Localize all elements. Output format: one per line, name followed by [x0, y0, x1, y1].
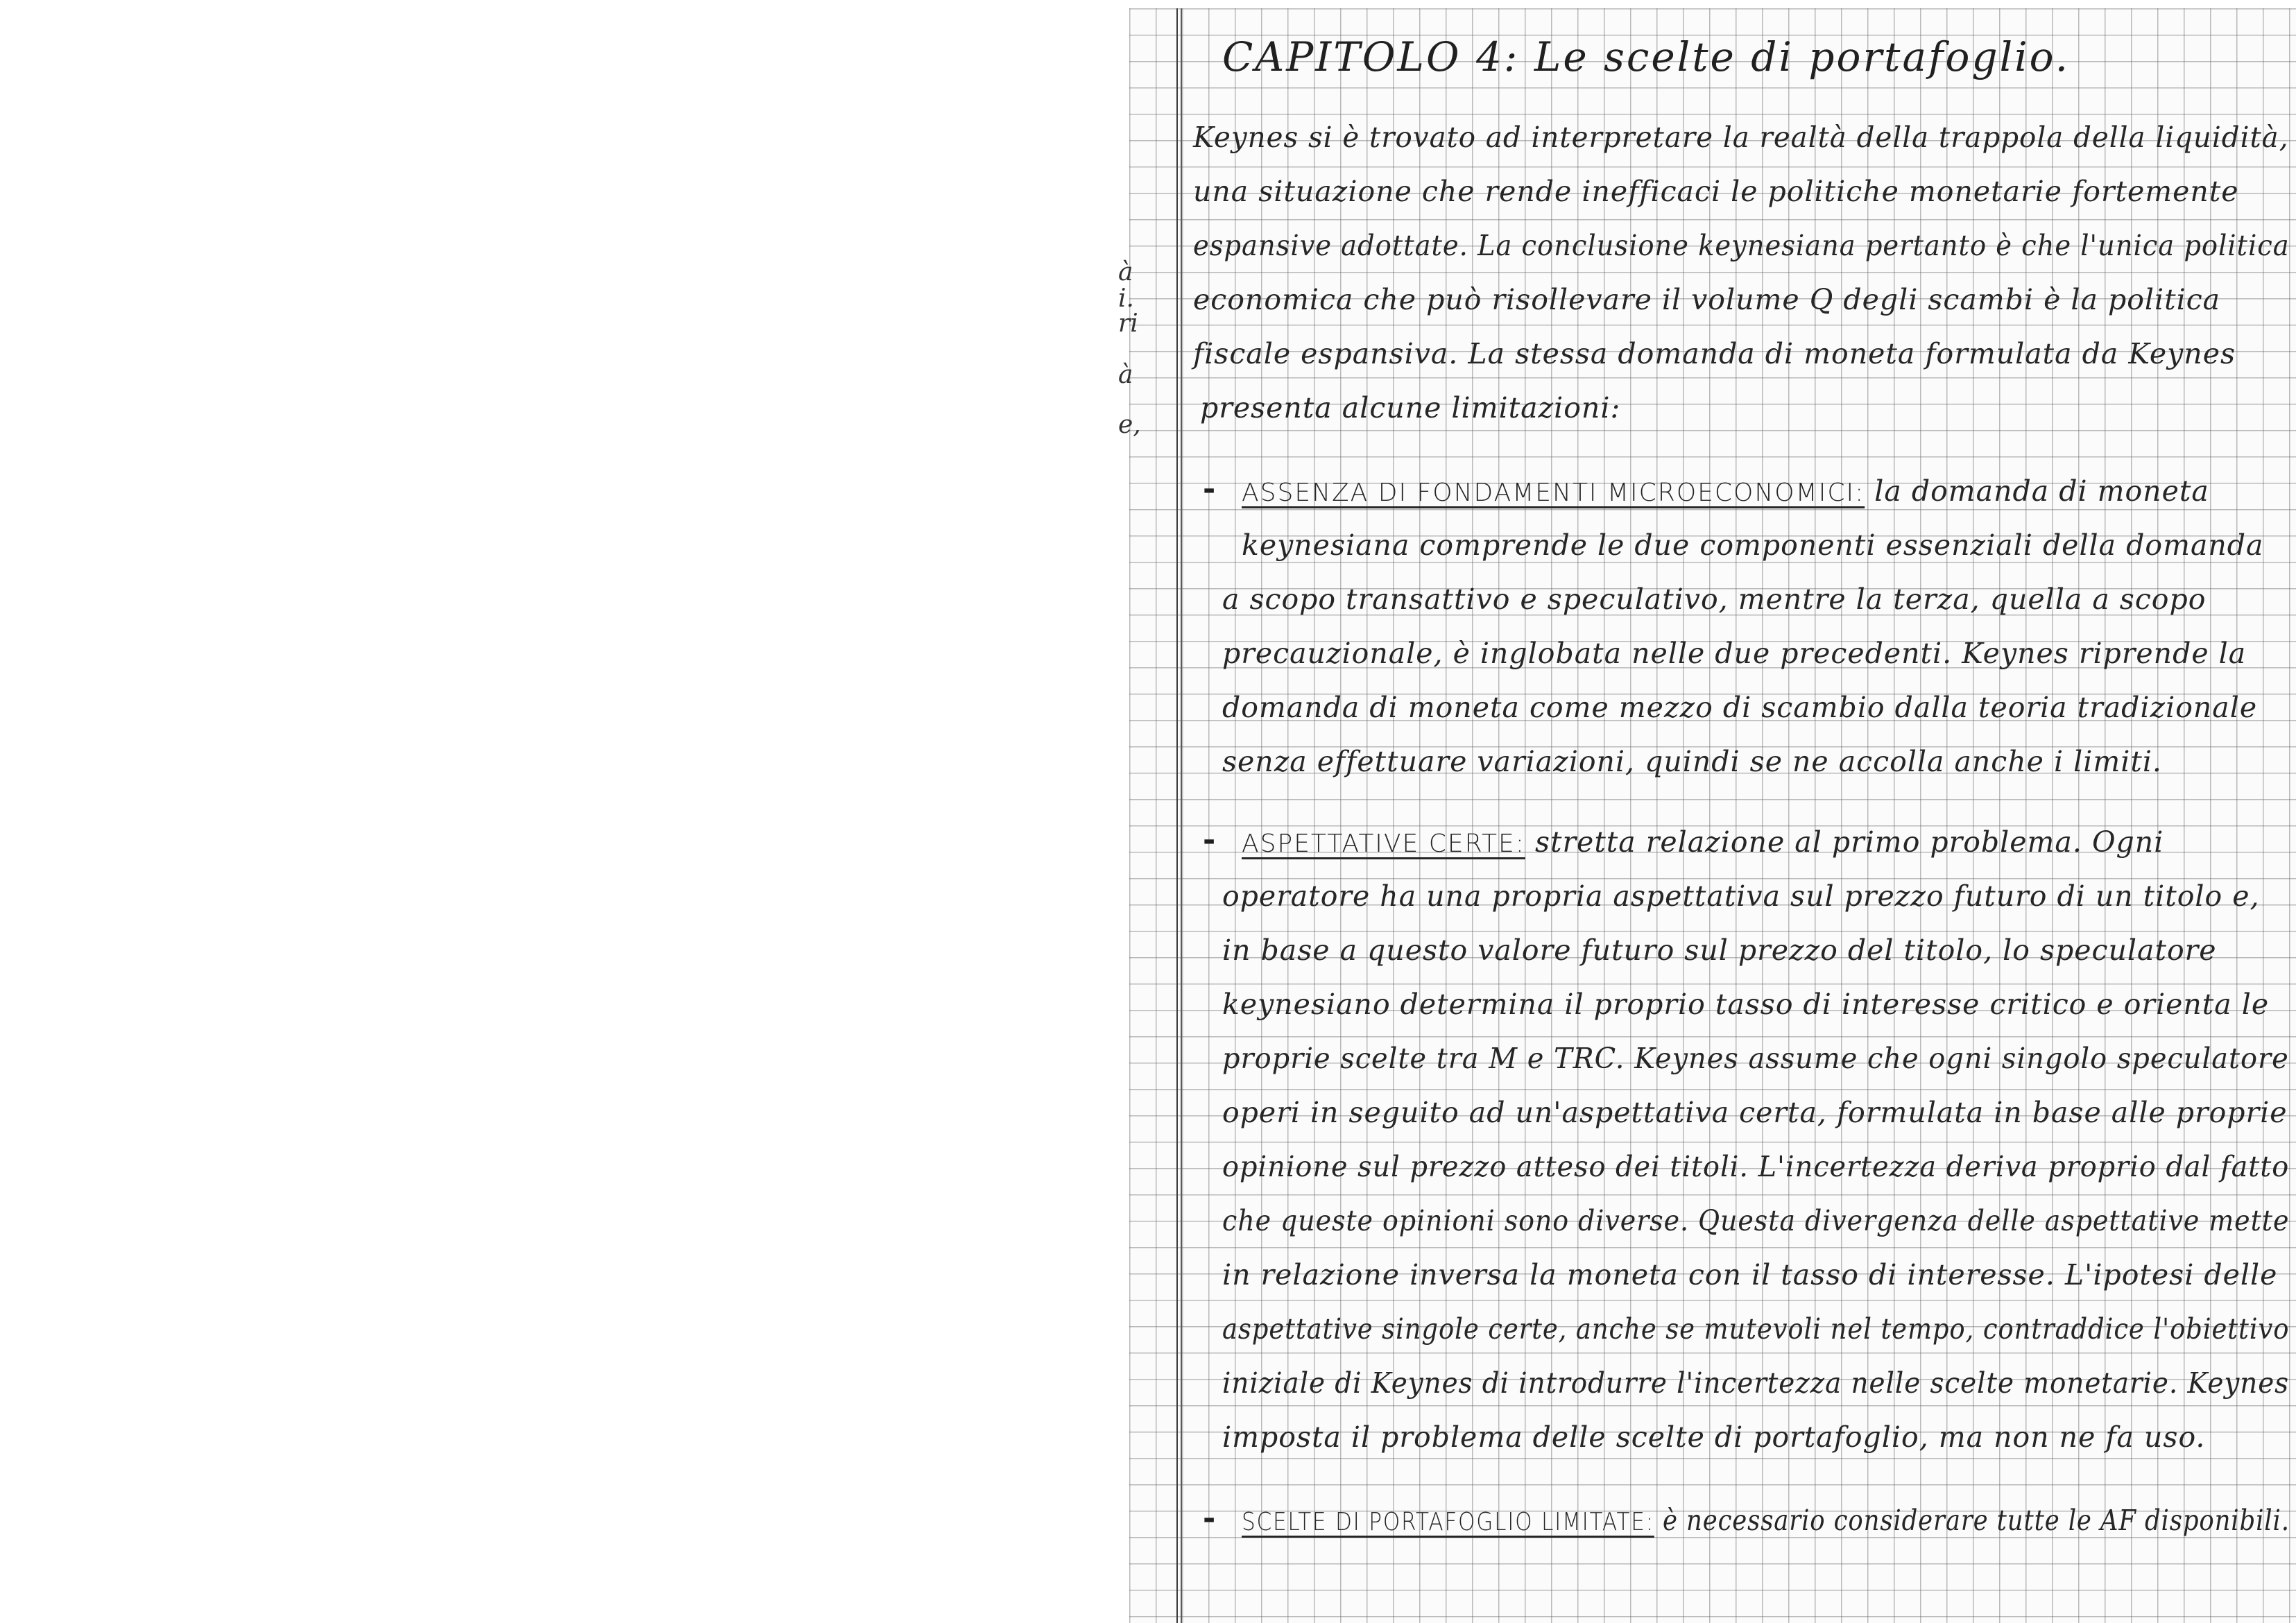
margin-fragment: à	[1118, 361, 1133, 389]
section-heading: ASSENZA DI FONDAMENTI MICROECONOMICI:	[1242, 479, 1865, 507]
section-line: proprie scelte tra M e TRC. Keynes assume che ogni singolo speculatore	[1222, 1042, 2289, 1075]
section-first-line	[1242, 1504, 2290, 1537]
bullet-dash: -	[1203, 823, 1216, 858]
section-line: operi in seguito ad un'aspettativa certa, formulata in base alle proprie	[1222, 1096, 2288, 1129]
section-line: in relazione inversa la moneta con il tasso di interesse. L'ipotesi delle	[1222, 1258, 2278, 1291]
section-line: che queste opinioni sono diverse. Questa divergenza delle aspettative mette	[1222, 1204, 2290, 1237]
section-line: imposta il problema delle scelte di portafoglio, ma non ne fa uso.	[1222, 1420, 2206, 1454]
section-heading: ASPETTATIVE CERTE:	[1242, 830, 1525, 858]
section-line: aspettative singole certe, anche se mutevoli nel tempo, contraddice l'obiettivo	[1222, 1312, 2290, 1346]
intro-line: fiscale espansiva. La stessa domanda di moneta formulata da Keynes	[1193, 337, 2236, 370]
section-first-rest: è necessario considerare tutte le AF disponibili.	[1663, 1504, 2290, 1537]
margin-fragment: i.	[1118, 284, 1134, 313]
section-line: a scopo transattivo e speculativo, mentre la terza, quella a scopo	[1222, 583, 2207, 616]
bullet-dash: -	[1203, 472, 1216, 507]
margin-fragment: e,	[1118, 411, 1141, 439]
section-first-rest: la domanda di moneta	[1874, 474, 2209, 508]
section-line: senza effettuare variazioni, quindi se ne accolla anche i limiti.	[1222, 745, 2162, 778]
margin-fragment: à	[1118, 258, 1133, 286]
section-line: keynesiana comprende le due componenti essenziali della domanda	[1242, 529, 2264, 562]
section-first-line	[1242, 474, 2209, 508]
section-line: opinione sul prezzo atteso dei titoli. L'incertezza deriva proprio dal fatto	[1222, 1150, 2290, 1183]
intro-line: espansive adottate. La conclusione keynesiana pertanto è che l'unica politica	[1193, 229, 2290, 262]
section-first-line	[1242, 825, 2164, 859]
margin-fragment: ri	[1118, 309, 1138, 338]
intro-line: economica che può risollevare il volume Q degli scambi è la politica	[1193, 283, 2221, 316]
section-line: in base a questo valore futuro sul prezzo del titolo, lo speculatore	[1222, 934, 2217, 967]
bullet-dash: -	[1203, 1501, 1216, 1536]
section-line: precauzionale, è inglobata nelle due precedenti. Keynes riprende la	[1222, 637, 2247, 670]
page-title: CAPITOLO 4: Le scelte di portafoglio.	[1222, 33, 2071, 80]
intro-line: una situazione che rende inefficaci le politiche monetarie fortemente	[1193, 175, 2239, 208]
section-first-rest: stretta relazione al primo problema. Ogni	[1534, 825, 2164, 859]
section-line: domanda di moneta come mezzo di scambio dalla teoria tradizionale	[1222, 691, 2258, 724]
intro-line: Keynes si è trovato ad interpretare la realtà della trappola della liquidità,	[1193, 121, 2289, 154]
intro-line: presenta alcune limitazioni:	[1200, 391, 1621, 424]
section-line: iniziale di Keynes di introdurre l'incertezza nelle scelte monetarie. Keynes	[1222, 1366, 2290, 1400]
section-line: keynesiano determina il proprio tasso di interesse critico e orienta le	[1222, 988, 2270, 1021]
section-heading: SCELTE DI PORTAFOGLIO LIMITATE:	[1242, 1508, 1654, 1536]
section-line: operatore ha una propria aspettativa sul prezzo futuro di un titolo e,	[1222, 879, 2260, 913]
margin-line	[1176, 8, 1182, 1623]
